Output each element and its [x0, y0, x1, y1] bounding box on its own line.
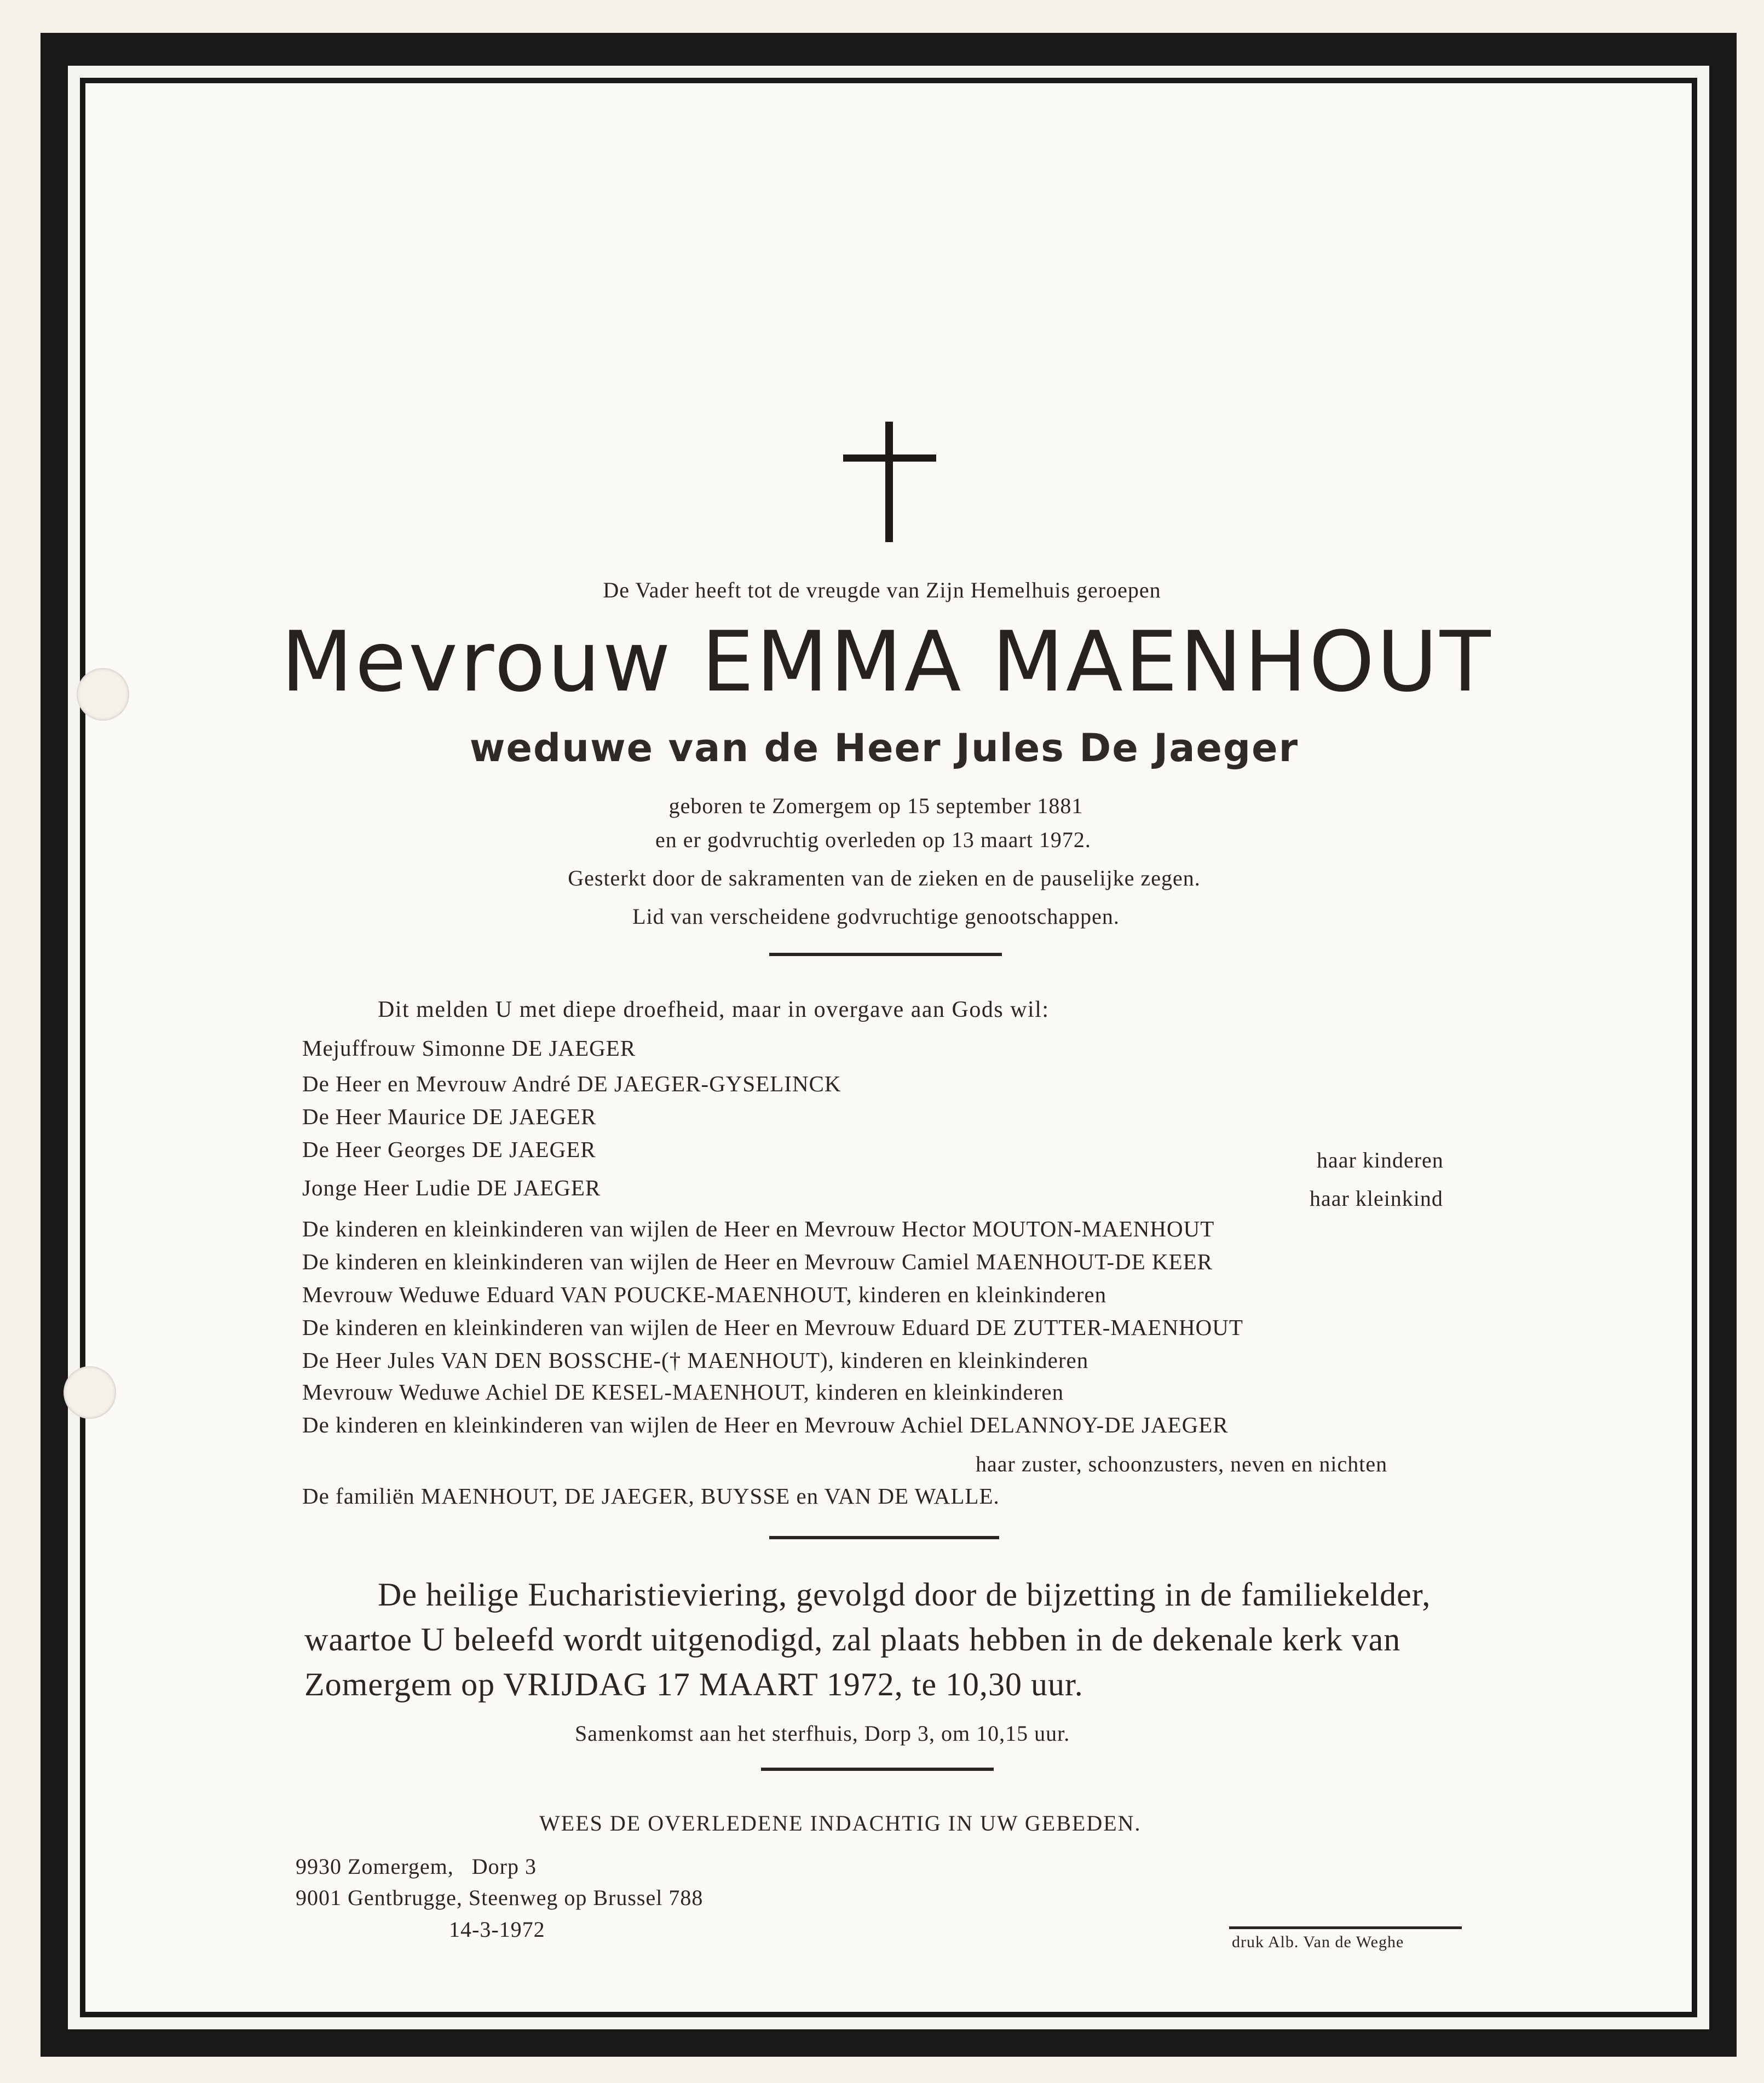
family-line: De Heer Georges DE JAEGER — [302, 1137, 596, 1162]
prayer-text: WEES DE OVERLEDENE INDACHTIG IN UW GEBEDEN. — [539, 1811, 1142, 1835]
deceased-name: Mevrouw EMMA MAENHOUT — [281, 613, 1493, 710]
mass-line: De heilige Eucharistieviering, gevolgd door de bijzetting in de familiekelder, — [378, 1576, 1431, 1613]
relation-grandchild: haar kleinkind — [1310, 1186, 1443, 1211]
death-text: en er godvruchtig overleden op 13 maart 1972. — [655, 827, 1091, 852]
punch-hole-bottom — [64, 1366, 116, 1419]
family-line: De Heer en Mevrouw André DE JAEGER-GYSELINCK — [302, 1071, 841, 1096]
date-text: 14-3-1972 — [449, 1917, 545, 1942]
family-line: Jonge Heer Ludie DE JAEGER — [302, 1175, 601, 1200]
printer-rule — [1229, 1926, 1462, 1929]
relation-siblings: haar zuster, schoonzusters, neven en nichten — [976, 1452, 1388, 1476]
printer-credit: druk Alb. Van de Weghe — [1232, 1933, 1404, 1951]
address-line: 9930 Zomergem, Dorp 3 — [296, 1854, 537, 1879]
mass-line: Zomergem op VRIJDAG 17 MAART 1972, te 10,30 uur. — [304, 1666, 1083, 1702]
widow-of-text: weduwe van de Heer Jules De Jaeger — [469, 726, 1299, 770]
intro-text: De Vader heeft tot de vreugde van Zijn Hemelhuis geroepen — [603, 578, 1161, 602]
divider-rule — [761, 1768, 994, 1771]
family-line: De kinderen en kleinkinderen van wijlen de Heer en Mevrouw Eduard DE ZUTTER-MAENHOUT — [302, 1315, 1243, 1340]
announcement-text: Dit melden U met diepe droefheid, maar in overgave aan Gods wil: — [378, 997, 1050, 1022]
family-line: De Heer Jules VAN DEN BOSSCHE-(† MAENHOUT), kinderen en kleinkinderen — [302, 1348, 1089, 1373]
address-line: 9001 Gentbrugge, Steenweg op Brussel 788 — [296, 1885, 704, 1910]
sacraments-text: Gesterkt door de sakramenten van de zieken en de pauselijke zegen. — [568, 866, 1201, 890]
black-mourning-border — [41, 33, 1737, 2057]
divider-rule — [769, 953, 1002, 956]
meeting-text: Samenkomst aan het sterfhuis, Dorp 3, om 10,15 uur. — [575, 1721, 1070, 1746]
family-line: Mevrouw Weduwe Achiel DE KESEL-MAENHOUT, kinderen en kleinkinderen — [302, 1379, 1064, 1405]
family-line: De kinderen en kleinkinderen van wijlen de Heer en Mevrouw Hector MOUTON-MAENHOUT — [302, 1216, 1215, 1241]
family-line: De kinderen en kleinkinderen van wijlen de Heer en Mevrouw Camiel MAENHOUT-DE KEER — [302, 1249, 1213, 1274]
birth-text: geboren te Zomergem op 15 september 1881 — [668, 793, 1083, 818]
family-line: Mejuffrouw Simonne DE JAEGER — [302, 1035, 636, 1061]
family-line: De familiën MAENHOUT, DE JAEGER, BUYSSE en VAN DE WALLE. — [302, 1483, 1000, 1509]
family-line: De kinderen en kleinkinderen van wijlen de Heer en Mevrouw Achiel DELANNOY-DE JAEGER — [302, 1412, 1229, 1437]
membership-text: Lid van verscheidene godvruchtige genootschappen. — [632, 904, 1120, 929]
relation-children: haar kinderen — [1317, 1148, 1444, 1172]
family-line: De Heer Maurice DE JAEGER — [302, 1104, 597, 1129]
mass-line: waartoe U beleefd wordt uitgenodigd, zal plaats hebben in de dekenale kerk van — [304, 1621, 1401, 1658]
cross-icon — [843, 422, 936, 542]
family-line: Mevrouw Weduwe Eduard VAN POUCKE-MAENHOUT, kinderen en kleinkinderen — [302, 1282, 1107, 1307]
divider-rule — [769, 1536, 999, 1539]
